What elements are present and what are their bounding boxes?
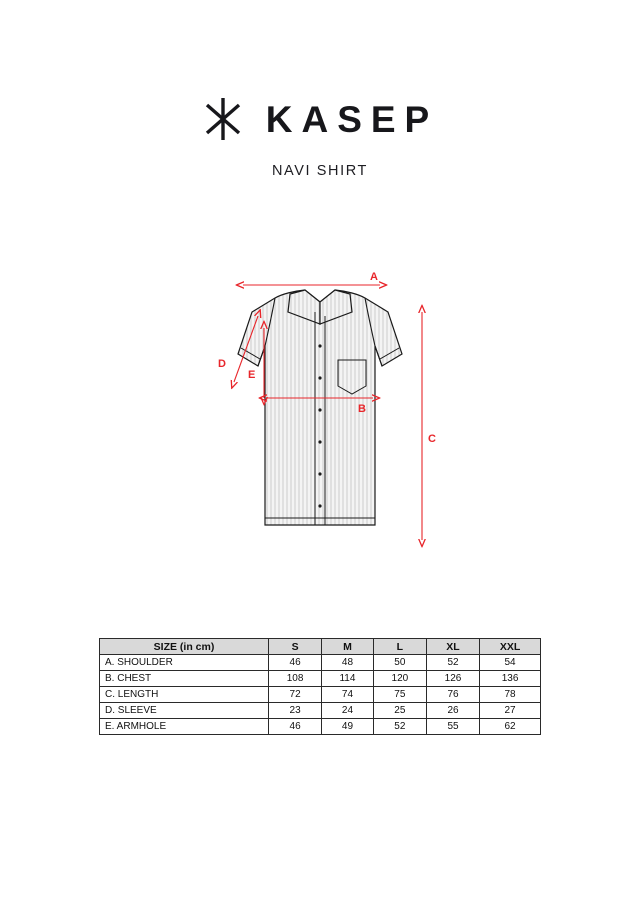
cell-sleeve-l: 25 <box>373 703 426 719</box>
brand-lockup <box>0 96 640 142</box>
cell-armhole-s: 46 <box>269 719 322 735</box>
row-label-chest: B. CHEST <box>100 671 269 687</box>
cell-chest-l: 120 <box>373 671 426 687</box>
row-label-length: C. LENGTH <box>100 687 269 703</box>
cell-armhole-l: 52 <box>373 719 426 735</box>
size-table-container <box>99 638 541 735</box>
row-label-sleeve: D. SLEEVE <box>100 703 269 719</box>
cell-sleeve-m: 24 <box>322 703 374 719</box>
col-header-m: M <box>322 639 374 655</box>
col-header-s: S <box>269 639 322 655</box>
cell-chest-s: 108 <box>269 671 322 687</box>
cell-chest-m: 114 <box>322 671 374 687</box>
col-header-size: SIZE (in cm) <box>100 639 269 655</box>
measure-label-b: B <box>358 403 366 415</box>
table-row <box>100 687 541 703</box>
table-header-row <box>100 639 541 655</box>
cell-sleeve-xxl: 27 <box>480 703 541 719</box>
table-row <box>100 655 541 671</box>
kasep-rune-mark-icon <box>202 96 244 142</box>
cell-length-l: 75 <box>373 687 426 703</box>
cell-shoulder-m: 48 <box>322 655 374 671</box>
col-header-l: L <box>373 639 426 655</box>
cell-shoulder-xxl: 54 <box>480 655 541 671</box>
cell-length-xl: 76 <box>426 687 479 703</box>
cell-length-s: 72 <box>269 687 322 703</box>
row-label-shoulder: A. SHOULDER <box>100 655 269 671</box>
measure-label-d: D <box>218 358 226 370</box>
cell-armhole-m: 49 <box>322 719 374 735</box>
cell-shoulder-xl: 52 <box>426 655 479 671</box>
col-header-xxl: XXL <box>480 639 541 655</box>
measure-label-c: C <box>428 433 436 445</box>
col-header-xl: XL <box>426 639 479 655</box>
measure-label-a: A <box>370 271 378 283</box>
cell-armhole-xl: 55 <box>426 719 479 735</box>
cell-length-xxl: 78 <box>480 687 541 703</box>
table-row <box>100 671 541 687</box>
size-table <box>99 638 541 735</box>
cell-chest-xxl: 136 <box>480 671 541 687</box>
cell-armhole-xxl: 62 <box>480 719 541 735</box>
cell-sleeve-s: 23 <box>269 703 322 719</box>
cell-shoulder-s: 46 <box>269 655 322 671</box>
cell-sleeve-xl: 26 <box>426 703 479 719</box>
table-row <box>100 703 541 719</box>
measure-label-e: E <box>248 369 256 381</box>
cell-chest-xl: 126 <box>426 671 479 687</box>
cell-length-m: 74 <box>322 687 374 703</box>
table-row <box>100 719 541 735</box>
page-title: NAVI SHIRT <box>271 163 369 179</box>
cell-shoulder-l: 50 <box>373 655 426 671</box>
brand-name: KASEP <box>265 98 439 140</box>
row-label-armhole: E. ARMHOLE <box>100 719 269 735</box>
garment-illustration <box>170 250 470 570</box>
